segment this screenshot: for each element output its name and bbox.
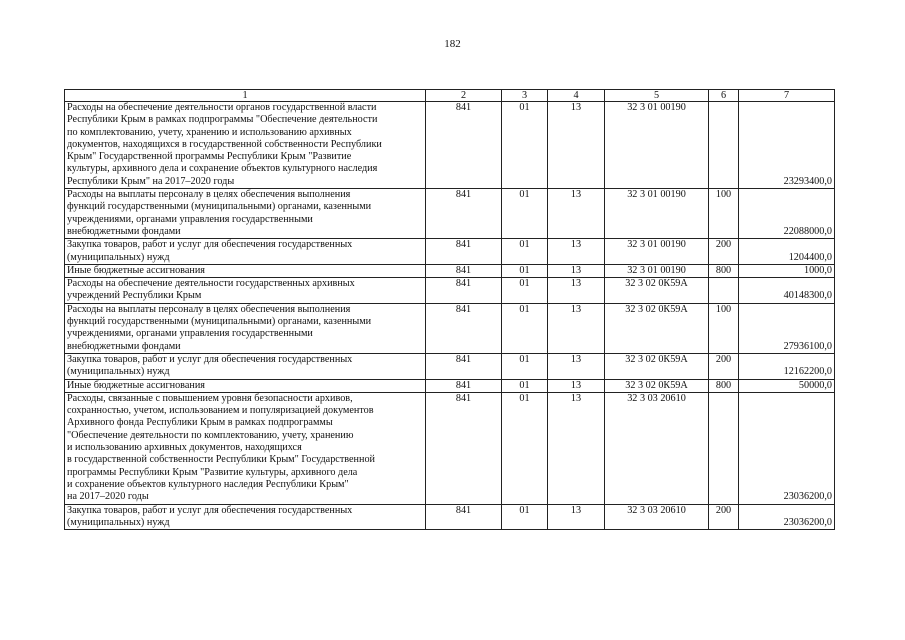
subsection-code: 13	[548, 303, 605, 353]
description-line: (муниципальных) нужд	[67, 366, 170, 378]
description-line: (муниципальных) нужд	[67, 251, 170, 263]
budget-table	[64, 89, 835, 530]
row-description	[65, 264, 426, 277]
description-line: Иные бюджетные ассигнования	[67, 379, 205, 391]
header-cell: 6	[709, 90, 739, 102]
table-row	[65, 102, 835, 189]
description-line: Закупка товаров, работ и услуг для обеспечения государственных	[67, 353, 353, 365]
table-row	[65, 264, 835, 277]
expense-type-code	[709, 392, 739, 504]
ministry-code: 841	[426, 353, 502, 379]
description-line: Архивного фонда Республики Крым в рамках подпрограммы	[67, 417, 333, 429]
header-cell: 7	[739, 90, 835, 102]
description-line: функций государственными (муниципальными) органами, казенными	[67, 316, 372, 328]
header-cell: 5	[605, 90, 709, 102]
description-line: документов, находящихся в государственной собственности Республики	[67, 138, 382, 150]
section-code: 01	[502, 239, 548, 265]
description-line: учреждениями, органами управления государственными	[67, 328, 313, 340]
target-article-code: 32 3 01 00190	[605, 264, 709, 277]
description-line: Закупка товаров, работ и услуг для обеспечения государственных	[67, 239, 353, 251]
amount-cell: 23036200,0	[739, 392, 835, 504]
description-line: Закупка товаров, работ и услуг для обеспечения государственных	[67, 504, 353, 516]
subsection-code: 13	[548, 392, 605, 504]
subsection-code: 13	[548, 239, 605, 265]
table-row	[65, 504, 835, 530]
description-line: по комплектованию, учету, хранению и использованию архивных	[67, 126, 352, 138]
expense-type-code: 800	[709, 379, 739, 392]
row-description	[65, 189, 426, 239]
target-article-code: 32 3 01 00190	[605, 189, 709, 239]
header-cell: 4	[548, 90, 605, 102]
section-code: 01	[502, 264, 548, 277]
amount-cell: 27936100,0	[739, 303, 835, 353]
description-line: (муниципальных) нужд	[67, 516, 170, 528]
amount-cell: 22088000,0	[739, 189, 835, 239]
section-code: 01	[502, 189, 548, 239]
section-code: 01	[502, 278, 548, 304]
header-row	[65, 90, 835, 102]
ministry-code: 841	[426, 102, 502, 189]
section-code: 01	[502, 504, 548, 530]
row-description	[65, 379, 426, 392]
table-row	[65, 239, 835, 265]
description-line: Республики Крым в рамках подпрограммы "Обеспечение деятельности	[67, 114, 378, 126]
target-article-code: 32 3 02 0К59А	[605, 379, 709, 392]
target-article-code: 32 3 02 0К59А	[605, 353, 709, 379]
expense-type-code: 200	[709, 504, 739, 530]
ministry-code: 841	[426, 303, 502, 353]
expense-type-code	[709, 278, 739, 304]
description-line: Расходы на обеспечение деятельности органов государственной власти	[67, 102, 377, 113]
description-line: учреждений Республики Крым	[67, 290, 202, 302]
subsection-code: 13	[548, 504, 605, 530]
row-description	[65, 303, 426, 353]
row-description	[65, 353, 426, 379]
amount-cell: 1204400,0	[739, 239, 835, 265]
subsection-code: 13	[548, 278, 605, 304]
amount-cell: 12162200,0	[739, 353, 835, 379]
table-row	[65, 379, 835, 392]
section-code: 01	[502, 303, 548, 353]
amount-cell: 50000,0	[739, 379, 835, 392]
description-line: программы Республики Крым "Развитие культуры, архивного дела	[67, 466, 358, 478]
description-line: Расходы, связанные с повышением уровня безопасности архивов,	[67, 392, 353, 404]
description-line: и использованию архивных документов, находящихся	[67, 442, 302, 454]
row-description	[65, 102, 426, 189]
description-line: в государственной собственности Республики Крым" Государственной	[67, 454, 375, 466]
header-cell: 3	[502, 90, 548, 102]
description-line: Расходы на обеспечение деятельности государственных архивных	[67, 278, 355, 290]
expense-type-code: 800	[709, 264, 739, 277]
header-cell: 1	[65, 90, 426, 102]
table-row	[65, 278, 835, 304]
table-row	[65, 303, 835, 353]
expense-type-code: 100	[709, 303, 739, 353]
subsection-code: 13	[548, 379, 605, 392]
target-article-code: 32 3 01 00190	[605, 239, 709, 265]
description-line: "Обеспечение деятельности по комплектованию, учету, хранению	[67, 429, 354, 441]
description-line: учреждениями, органами управления государственными	[67, 213, 313, 225]
page-number: 182	[444, 38, 461, 50]
expense-type-code: 200	[709, 353, 739, 379]
ministry-code: 841	[426, 379, 502, 392]
section-code: 01	[502, 102, 548, 189]
section-code: 01	[502, 379, 548, 392]
amount-cell: 1000,0	[739, 264, 835, 277]
row-description	[65, 239, 426, 265]
table-row	[65, 392, 835, 504]
ministry-code: 841	[426, 189, 502, 239]
row-description	[65, 392, 426, 504]
ministry-code: 841	[426, 504, 502, 530]
amount-cell: 23293400,0	[739, 102, 835, 189]
amount-cell: 40148300,0	[739, 278, 835, 304]
table-row	[65, 353, 835, 379]
subsection-code: 13	[548, 189, 605, 239]
target-article-code: 32 3 01 00190	[605, 102, 709, 189]
expense-type-code: 200	[709, 239, 739, 265]
description-line: внебюджетными фондами	[67, 340, 181, 352]
description-line: функций государственными (муниципальными) органами, казенными	[67, 201, 372, 213]
target-article-code: 32 3 02 0К59А	[605, 303, 709, 353]
description-line: Крым" Государственной программы Республики Крым "Развитие	[67, 151, 352, 163]
header-cell: 2	[426, 90, 502, 102]
section-code: 01	[502, 353, 548, 379]
description-line: на 2017–2020 годы	[67, 491, 149, 503]
description-line: Расходы на выплаты персоналу в целях обеспечения выполнения	[67, 303, 351, 315]
description-line: Иные бюджетные ассигнования	[67, 264, 205, 276]
target-article-code: 32 3 03 20610	[605, 392, 709, 504]
description-line: сохранностью, учетом, использованием и популяризацией документов	[67, 405, 374, 417]
target-article-code: 32 3 02 0К59А	[605, 278, 709, 304]
expense-type-code	[709, 102, 739, 189]
subsection-code: 13	[548, 102, 605, 189]
row-description	[65, 504, 426, 530]
description-line: внебюджетными фондами	[67, 225, 181, 237]
section-code: 01	[502, 392, 548, 504]
amount-cell: 23036200,0	[739, 504, 835, 530]
description-line: культуры, архивного дела и сохранение объектов культурного наследия	[67, 163, 378, 175]
description-line: Республики Крым" на 2017–2020 годы	[67, 175, 235, 187]
ministry-code: 841	[426, 278, 502, 304]
row-description	[65, 278, 426, 304]
subsection-code: 13	[548, 264, 605, 277]
ministry-code: 841	[426, 239, 502, 265]
description-line: Расходы на выплаты персоналу в целях обеспечения выполнения	[67, 189, 351, 201]
description-line: и сохранение объектов культурного наследия Республики Крым"	[67, 478, 349, 490]
expense-type-code: 100	[709, 189, 739, 239]
ministry-code: 841	[426, 264, 502, 277]
target-article-code: 32 3 03 20610	[605, 504, 709, 530]
ministry-code: 841	[426, 392, 502, 504]
table-row	[65, 189, 835, 239]
subsection-code: 13	[548, 353, 605, 379]
